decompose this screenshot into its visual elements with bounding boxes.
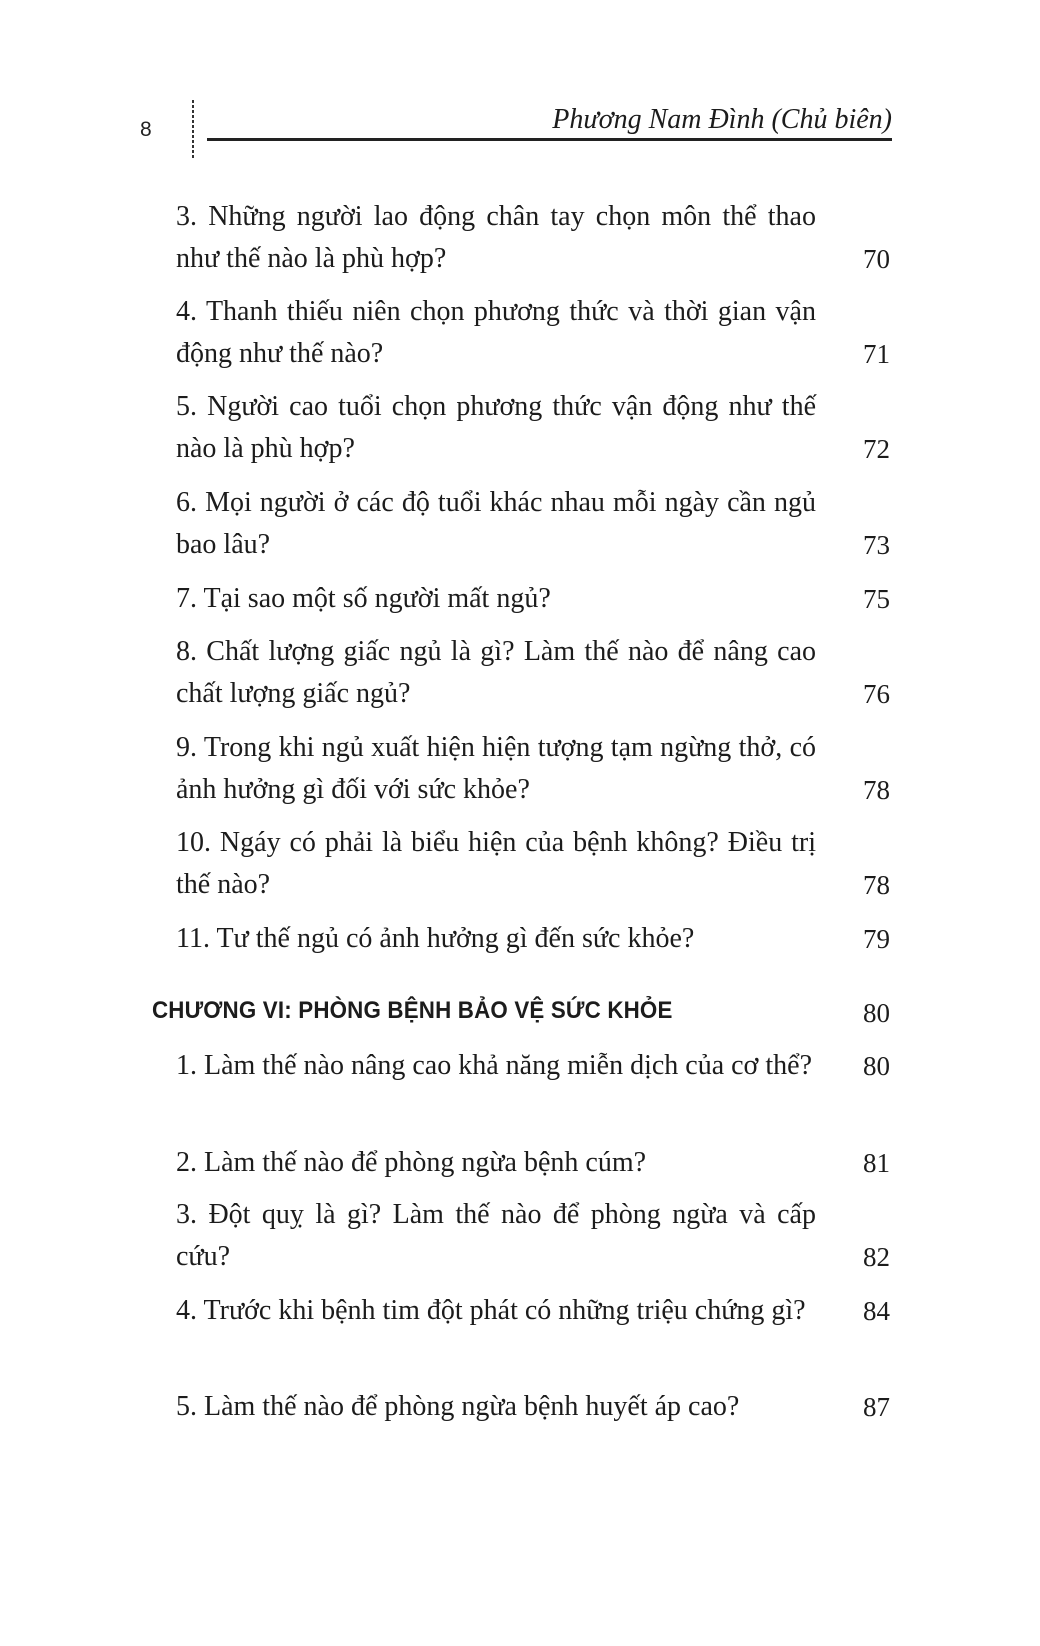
- toc-entry-page: 75: [863, 584, 890, 614]
- toc-entry: [176, 386, 890, 470]
- toc-entry-page: 80: [863, 1051, 890, 1081]
- toc-entry-page: 79: [863, 924, 890, 954]
- toc-entry-text: 8. Chất lượng giấc ngủ là gì? Làm thế nào để nâng cao chất lượng giấc ngủ?: [176, 636, 816, 709]
- toc-entry-page: 70: [863, 244, 890, 274]
- toc-entry-page: 76: [863, 679, 890, 709]
- chapter-page: 80: [863, 998, 890, 1028]
- toc-entry-page: 87: [863, 1392, 890, 1422]
- toc-entry-text: 5. Người cao tuổi chọn phương thức vận động như thế nào là phù hợp?: [176, 391, 816, 464]
- chapter-heading: [152, 990, 890, 1032]
- toc-entry: [176, 918, 890, 960]
- toc-entry-text: 11. Tư thế ngủ có ảnh hưởng gì đến sức khỏe?: [176, 923, 695, 954]
- toc-entry-text: 6. Mọi người ở các độ tuổi khác nhau mỗi ngày cần ngủ bao lâu?: [176, 487, 816, 560]
- toc-entry: [176, 1045, 890, 1087]
- toc-entry-text: 3. Đột quỵ là gì? Làm thế nào để phòng ngừa và cấp cứu?: [176, 1199, 816, 1272]
- toc-entry-page: 81: [863, 1148, 890, 1178]
- header-rule: [207, 138, 892, 141]
- toc-entry-text: 3. Những người lao động chân tay chọn môn thể thao như thế nào là phù hợp?: [176, 201, 816, 274]
- toc-entry-text: 10. Ngáy có phải là biểu hiện của bệnh không? Điều trị thế nào?: [176, 827, 816, 900]
- toc-entry-page: 84: [863, 1296, 890, 1326]
- toc-entry-page: 73: [863, 530, 890, 560]
- toc-entry-page: 72: [863, 434, 890, 464]
- toc-entry-page: 71: [863, 339, 890, 369]
- toc-entry: [176, 578, 890, 620]
- toc-entry: [176, 196, 890, 280]
- toc-entry-text: 9. Trong khi ngủ xuất hiện hiện tượng tạm ngừng thở, có ảnh hưởng gì đối với sức khỏe?: [176, 732, 816, 805]
- running-title: Phương Nam Đình (Chủ biên): [552, 104, 892, 135]
- toc-entry-page: 82: [863, 1242, 890, 1272]
- toc-entry: [176, 482, 890, 566]
- toc-entry: [176, 631, 890, 715]
- header-ornament-icon: [188, 100, 198, 160]
- toc-entry: [176, 1142, 890, 1184]
- toc-entry: [176, 1386, 890, 1428]
- toc-entry: [176, 727, 890, 811]
- page-number: 8: [140, 118, 152, 141]
- toc-entry-text: 2. Làm thế nào để phòng ngừa bệnh cúm?: [176, 1147, 647, 1178]
- toc-entry: [176, 291, 890, 375]
- toc-entry-text: 7. Tại sao một số người mất ngủ?: [176, 583, 551, 614]
- toc-entry-page: 78: [863, 775, 890, 805]
- toc-entry-text: 4. Thanh thiếu niên chọn phương thức và thời gian vận động như thế nào?: [176, 296, 816, 369]
- toc-entry-text: 5. Làm thế nào để phòng ngừa bệnh huyết áp cao?: [176, 1391, 740, 1422]
- toc-entry: [176, 1194, 890, 1278]
- toc-entry: [176, 1290, 890, 1332]
- chapter-title: CHƯƠNG VI: PHÒNG BỆNH BẢO VỆ SỨC KHỎE: [152, 997, 673, 1024]
- toc-entry: [176, 822, 890, 906]
- toc-entry-text: 4. Trước khi bệnh tim đột phát có những triệu chứng gì?: [176, 1295, 806, 1326]
- toc-entry-text: 1. Làm thế nào nâng cao khả năng miễn dịch của cơ thể?: [176, 1050, 813, 1081]
- toc-entry-page: 78: [863, 870, 890, 900]
